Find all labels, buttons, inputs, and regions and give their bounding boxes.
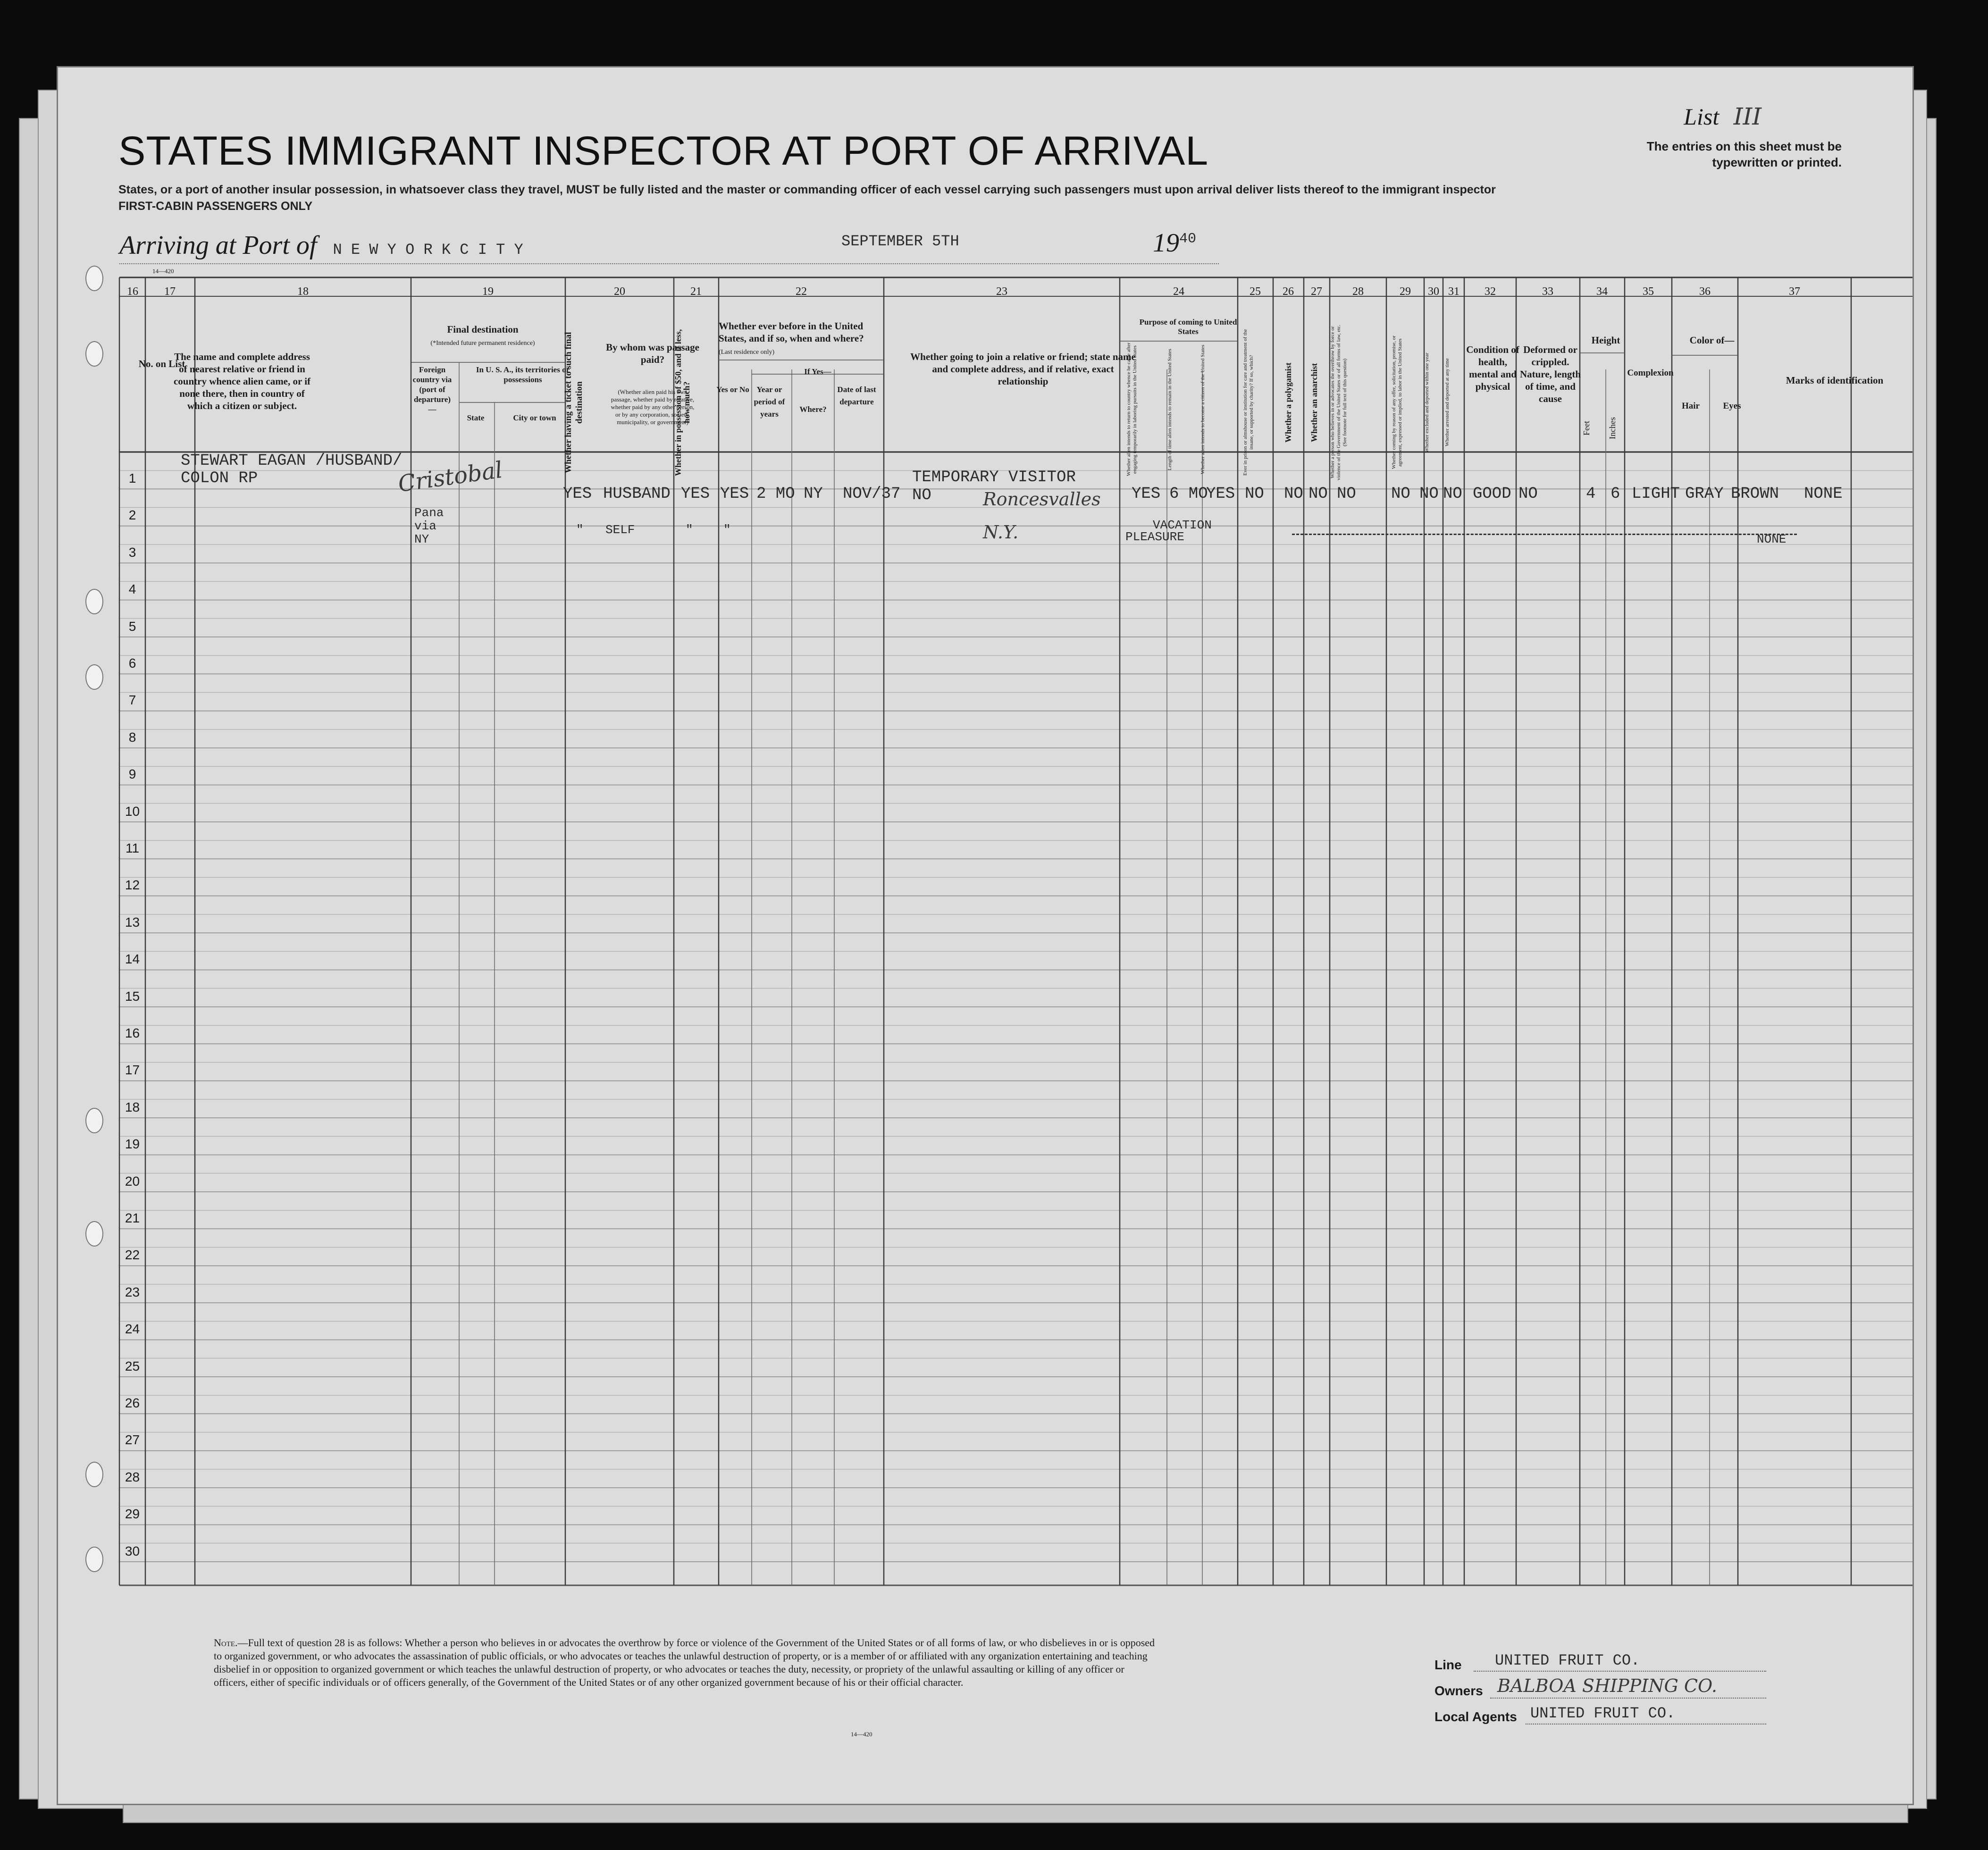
header-city: City or town <box>513 413 556 422</box>
column-number: 16 <box>127 285 138 298</box>
entry-years: 2 MO <box>756 485 795 503</box>
header-foreign-country: Foreign country via (port of departure)— <box>412 365 452 414</box>
footnote: Note.—Full text of question 28 is as follows: Whether a person who believes in or advocates the overthrow by force or violence of the Government of the United States or of all forms of law, or who disbelieves in or is opposed to organized government, or who advocates the assassination of public officials, or who advocates or teaches the unlawful destruction of property, or is a member of or affiliated with any organization entertaining and teaching disbelief in or opposition to organized government or which teaches the unlawful destruction of property, or who advocates or teaches the duty, necessity, or propriety of the unlawful assaulting or killing of any officer or officers, either of specific individuals or of officers generally, of the Government of the United States or of any other organized government because of his or their official character. <box>214 1637 1155 1688</box>
entry-ticket: YES <box>563 485 592 503</box>
list-label: List III <box>1684 103 1762 130</box>
entry-passage-paid: HUSBAND <box>603 485 671 503</box>
row-number: 29 <box>125 1507 140 1522</box>
date-value: SEPTEMBER 5TH <box>841 233 959 250</box>
row-number: 19 <box>125 1137 140 1152</box>
column-number: 31 <box>1448 285 1460 298</box>
row-number: 4 <box>128 582 136 597</box>
header-final-destination: Final destination (*Intended future permanent residence) <box>430 324 535 347</box>
column-number: 24 <box>1173 285 1184 298</box>
punch-hole <box>85 589 103 614</box>
header-passage-paid: By whom was passage paid? <box>606 342 699 365</box>
entry-eyes: BROWN <box>1731 485 1779 503</box>
row-number: 28 <box>125 1469 140 1484</box>
footer-form-code: 14—420 <box>851 1731 872 1738</box>
row-number: 10 <box>125 804 140 819</box>
header-where: Where? <box>799 405 827 414</box>
entry-ticket-ditto: " <box>576 523 584 537</box>
header-in-usa: In U. S. A., its territories or possessions <box>476 365 570 384</box>
row-number: 21 <box>125 1211 140 1225</box>
column-number: 26 <box>1283 285 1294 298</box>
entry-last-departure: NOV/37 <box>843 485 901 503</box>
row-number: 26 <box>125 1396 140 1410</box>
entry-purpose-return: YES <box>1132 485 1161 503</box>
column-number: 18 <box>297 285 309 298</box>
entry-hair: GRAY <box>1685 485 1724 503</box>
header-anarchist: Whether an anarchist <box>1309 363 1319 442</box>
form-code: 14—420 <box>152 268 174 275</box>
header-feet: Feet <box>1582 421 1591 436</box>
column-number: 21 <box>690 285 702 298</box>
owners-label: Owners <box>1434 1683 1483 1698</box>
entry-deformed: NO <box>1518 485 1538 503</box>
row-number: 18 <box>125 1099 140 1114</box>
punch-hole <box>85 1108 103 1133</box>
entry-money: YES <box>681 485 710 503</box>
punch-hole <box>85 341 103 367</box>
punch-hole <box>85 1221 103 1247</box>
entry-money-ditto: " <box>686 523 693 537</box>
entry-excluded: NO <box>1419 485 1439 503</box>
row-number: 11 <box>125 841 140 855</box>
row-number: 22 <box>125 1247 140 1263</box>
row-number: 1 <box>128 471 136 486</box>
header-purpose: Purpose of coming to United States <box>1139 318 1237 336</box>
header-complexion: Complexion <box>1627 368 1674 378</box>
header-nearest-relative: The name and complete address of nearest relative or friend in country whence alien came, or if none there, then in country of which a citizen or subject. <box>173 351 311 411</box>
header-years: Year or period of years <box>754 385 785 419</box>
header-excluded: Whether excluded and deported within one year <box>1424 352 1430 452</box>
header-height: Height <box>1591 335 1620 346</box>
row-number: 5 <box>128 619 136 634</box>
row-number: 7 <box>128 693 136 708</box>
class-line: FIRST-CABIN PASSENGERS ONLY <box>118 200 313 213</box>
row-number: 12 <box>125 878 140 893</box>
agents-value: UNITED FRUIT CO. <box>1530 1705 1676 1722</box>
header-inches: Inches <box>1608 417 1617 440</box>
entry-marks-row2: NONE <box>1757 532 1787 546</box>
instructions-text: States, or a port of another insular possession, in whatsoever class they travel, MUST be fully listed and the master or commanding officer of each vessel carrying such passengers must upon arrival deliver lists thereof to the immigrant inspector <box>118 183 1496 196</box>
punch-hole <box>85 1547 103 1572</box>
line-value: UNITED FRUIT CO. <box>1495 1652 1640 1669</box>
line-underline <box>1474 1671 1766 1672</box>
header-date-departure: Date of last departure <box>837 385 876 406</box>
row-number: 15 <box>125 988 140 1004</box>
punch-hole <box>85 664 103 690</box>
header-marks: Marks of identification <box>1786 375 1884 386</box>
column-number: 29 <box>1400 285 1411 298</box>
row-number: 2 <box>128 508 136 523</box>
header-ticket: Whether having a ticket to such final destination <box>563 332 584 473</box>
entry-purpose-length: 6 MO <box>1169 485 1208 503</box>
agents-label: Local Agents <box>1434 1709 1517 1724</box>
entry-complexion: LIGHT <box>1632 485 1680 503</box>
column-number: 17 <box>164 285 176 298</box>
column-number: 25 <box>1250 285 1261 298</box>
header-arrested: Whether arrested and deported at any time <box>1444 358 1450 447</box>
owners-underline <box>1490 1698 1766 1699</box>
column-number: 34 <box>1596 285 1608 298</box>
column-number: 22 <box>796 285 807 298</box>
column-number: 23 <box>996 285 1007 298</box>
punch-hole <box>85 266 103 291</box>
punch-hole <box>85 1462 103 1487</box>
entry-name-line2: COLON RP <box>181 469 258 487</box>
entry-handwritten-destination: Cristobal <box>396 456 504 498</box>
entry-overthrow: NO <box>1337 485 1356 503</box>
entry-purpose-vacation: VACATION <box>1153 518 1212 532</box>
table-grid <box>58 67 1913 1804</box>
header-if-yes: If Yes— <box>804 367 831 376</box>
header-no-on-list: No. on List <box>138 358 185 369</box>
header-join-relative: Whether going to join a relative or friend; state name and complete address, and if relative, exact relationship <box>910 351 1136 387</box>
row-number: 13 <box>125 914 140 929</box>
header-eyes: Eyes <box>1723 401 1741 411</box>
column-number: 32 <box>1485 285 1496 298</box>
row-number: 6 <box>128 656 136 670</box>
column-number: 33 <box>1542 285 1553 298</box>
header-purpose-return: Whether alien intends to return to country whence he came after engaging temporarily in laboring pursuits in the United States <box>1126 343 1138 477</box>
header-polygamist: Whether a polygamist <box>1283 362 1293 443</box>
header-state: State <box>467 413 485 422</box>
column-number: 28 <box>1352 285 1364 298</box>
header-deformed: Deformed or crippled. Nature, length of time, and cause <box>1519 344 1581 404</box>
owners-value: BALBOA SHIPPING CO. <box>1497 1675 1718 1696</box>
entries-note: The entries on this sheet must be typewritten or printed. <box>1646 139 1842 169</box>
entry-passage-paid-2: SELF <box>605 523 635 537</box>
row-number: 20 <box>125 1173 140 1189</box>
ditto-dash-line <box>1292 534 1797 535</box>
header-overthrow: Whether a person who believes in or advocates the overthrow by force or violence of the Government of the United States or of all forms of law, etc. (See footnote for full text of this question) <box>1330 325 1348 480</box>
row-number: 27 <box>125 1432 140 1448</box>
header-fifty-dollars: Whether in possession of $50, and if less, how much? <box>673 329 691 476</box>
entry-before: YES <box>720 485 749 503</box>
entry-where: NY <box>804 485 823 503</box>
entry-polygamist: NO <box>1284 485 1303 503</box>
entry-inches: 6 <box>1611 485 1620 503</box>
entry-feet: 4 <box>1586 485 1596 503</box>
header-ever-before: Whether ever before in the United States, and if so, when and where? (Last residence only) <box>719 320 864 356</box>
entry-purpose-pleasure: PLEASURE <box>1125 530 1184 544</box>
row-number: 14 <box>125 952 140 967</box>
entry-join-line1: TEMPORARY VISITOR <box>912 469 1076 486</box>
line-label: Line <box>1434 1657 1462 1672</box>
column-number: 37 <box>1789 285 1800 298</box>
row-number: 16 <box>125 1026 140 1040</box>
row-number: 8 <box>128 729 136 745</box>
header-purpose-citizen: Whether alien intends to become a citizen of the United States <box>1200 344 1206 475</box>
header-prison: Ever in prison or almshouse or institution for care and treatment of the insane, or supported by charity? If so, which? <box>1242 329 1254 476</box>
entry-purpose-citizen: YES <box>1206 485 1235 503</box>
row-number: 25 <box>125 1358 140 1373</box>
row-number: 23 <box>125 1284 140 1299</box>
header-passage-note: (Whether alien paid his own passage, whether paid by relative, whether paid by any other person, or by any corporation, society, municipality, or government) <box>611 388 695 426</box>
entry-prison: NO <box>1245 485 1264 503</box>
port-value: N E W Y O R K C I T Y <box>333 241 523 259</box>
header-health: Condition of health, mental and physical <box>1466 344 1519 392</box>
row-number: 9 <box>128 767 136 782</box>
entry-health: GOOD <box>1473 485 1511 503</box>
arriving-line: Arriving at Port of N E W Y O R K C I T Y <box>119 231 523 260</box>
entry-before-ditto: " <box>723 523 731 537</box>
row-number: 30 <box>125 1543 140 1558</box>
column-number: 19 <box>482 285 494 298</box>
entry-anarchist: NO <box>1309 485 1328 503</box>
header-color-of: Color of— <box>1689 335 1735 346</box>
column-number: 20 <box>614 285 625 298</box>
manifest-sheet <box>57 66 1914 1805</box>
entry-arrested: NO <box>1443 485 1462 503</box>
header-purpose-length: Length of time alien intends to remain in the United States <box>1167 349 1173 470</box>
column-number: 27 <box>1311 285 1322 298</box>
entry-name-line1: STEWART EAGAN /HUSBAND/ <box>181 452 403 470</box>
entry-via: Pana via NY <box>414 506 444 546</box>
entry-handwritten-join: Roncesvalles N.Y. <box>983 489 1101 543</box>
page-title: STATES IMMIGRANT INSPECTOR AT PORT OF ARRIVAL <box>118 128 1209 174</box>
entry-marks: NONE <box>1804 485 1843 503</box>
entry-join-line2: NO <box>912 486 931 504</box>
row-number: 24 <box>125 1322 140 1337</box>
header-labor-offer: Whether coming by reason of any offer, solicitation, promise, or agreement, expressed or implied, to labor in the United States <box>1391 335 1403 469</box>
entry-labor-offer: NO <box>1391 485 1410 503</box>
column-number: 35 <box>1643 285 1654 298</box>
header-yes-no: Yes or No <box>716 385 749 394</box>
row-number: 3 <box>128 544 136 560</box>
header-hair: Hair <box>1682 401 1700 411</box>
row-number: 17 <box>125 1063 140 1078</box>
column-number: 30 <box>1428 285 1439 298</box>
year-label: $19^{40}$ <box>1153 228 1197 258</box>
column-number: 36 <box>1699 285 1711 298</box>
